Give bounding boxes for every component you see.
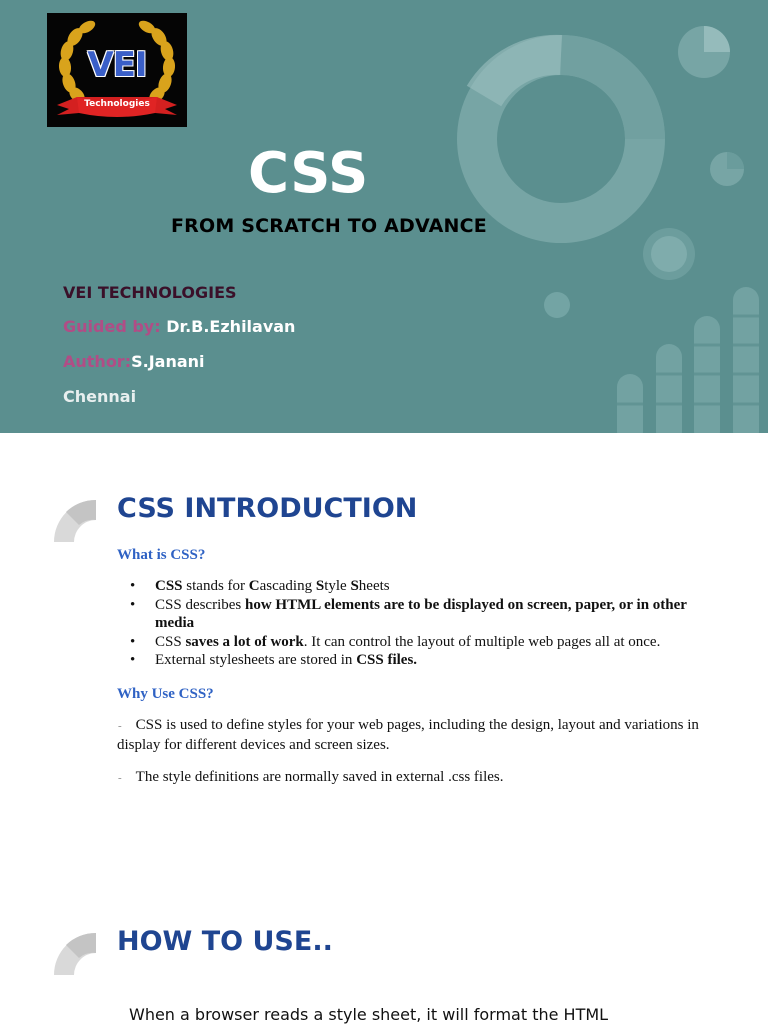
- cover-slide: [0, 0, 768, 433]
- why-paragraph-2: - The style definitions are normally saved in external .css files.: [118, 769, 504, 785]
- how-to-use-text: When a browser reads a style sheet, it will format the HTML: [129, 1005, 609, 1024]
- list-item: • CSS saves a lot of work. It can control the layout of multiple web pages all at once.: [117, 633, 727, 652]
- vei-logo: [47, 13, 187, 127]
- section-marker-icon: [52, 931, 96, 977]
- how-to-use-heading: HOW TO USE..: [117, 926, 333, 957]
- guided-by-line: [63, 317, 295, 337]
- why-paragraph-1: - CSS is used to define styles for your web pages, including the design, layout and variations in display for different devices and screen sizes.: [117, 717, 699, 753]
- dash-marker: -: [118, 720, 122, 732]
- dash-marker: -: [118, 772, 122, 784]
- list-item: • External stylesheets are stored in CSS files.: [117, 651, 727, 670]
- logo-text: VEI: [87, 45, 147, 85]
- author-line: [63, 352, 205, 372]
- city-name: Chennai: [63, 387, 137, 406]
- author-name: S.Janani: [131, 352, 205, 371]
- intro-heading: CSS INTRODUCTION: [117, 493, 418, 524]
- guided-by-label: Guided by:: [63, 317, 167, 336]
- why-use-css-heading: Why Use CSS?: [117, 686, 214, 702]
- css-bullet-list: [117, 577, 727, 670]
- what-is-css-heading: What is CSS?: [117, 547, 206, 563]
- cover-subtitle: FROM SCRATCH TO ADVANCE: [171, 215, 487, 237]
- section-marker-icon: [52, 498, 96, 544]
- list-item: • CSS stands for Cascading Style Sheets: [117, 577, 727, 596]
- logo-ribbon-text: Technologies: [84, 99, 150, 109]
- guide-name: Dr.B.Ezhilavan: [166, 317, 296, 336]
- author-label: Author:: [63, 352, 132, 371]
- organization-name: VEI TECHNOLOGIES: [63, 283, 237, 302]
- cover-title: CSS: [248, 141, 369, 206]
- list-item: • CSS describes how HTML elements are to be displayed on screen, paper, or in other media: [117, 596, 727, 633]
